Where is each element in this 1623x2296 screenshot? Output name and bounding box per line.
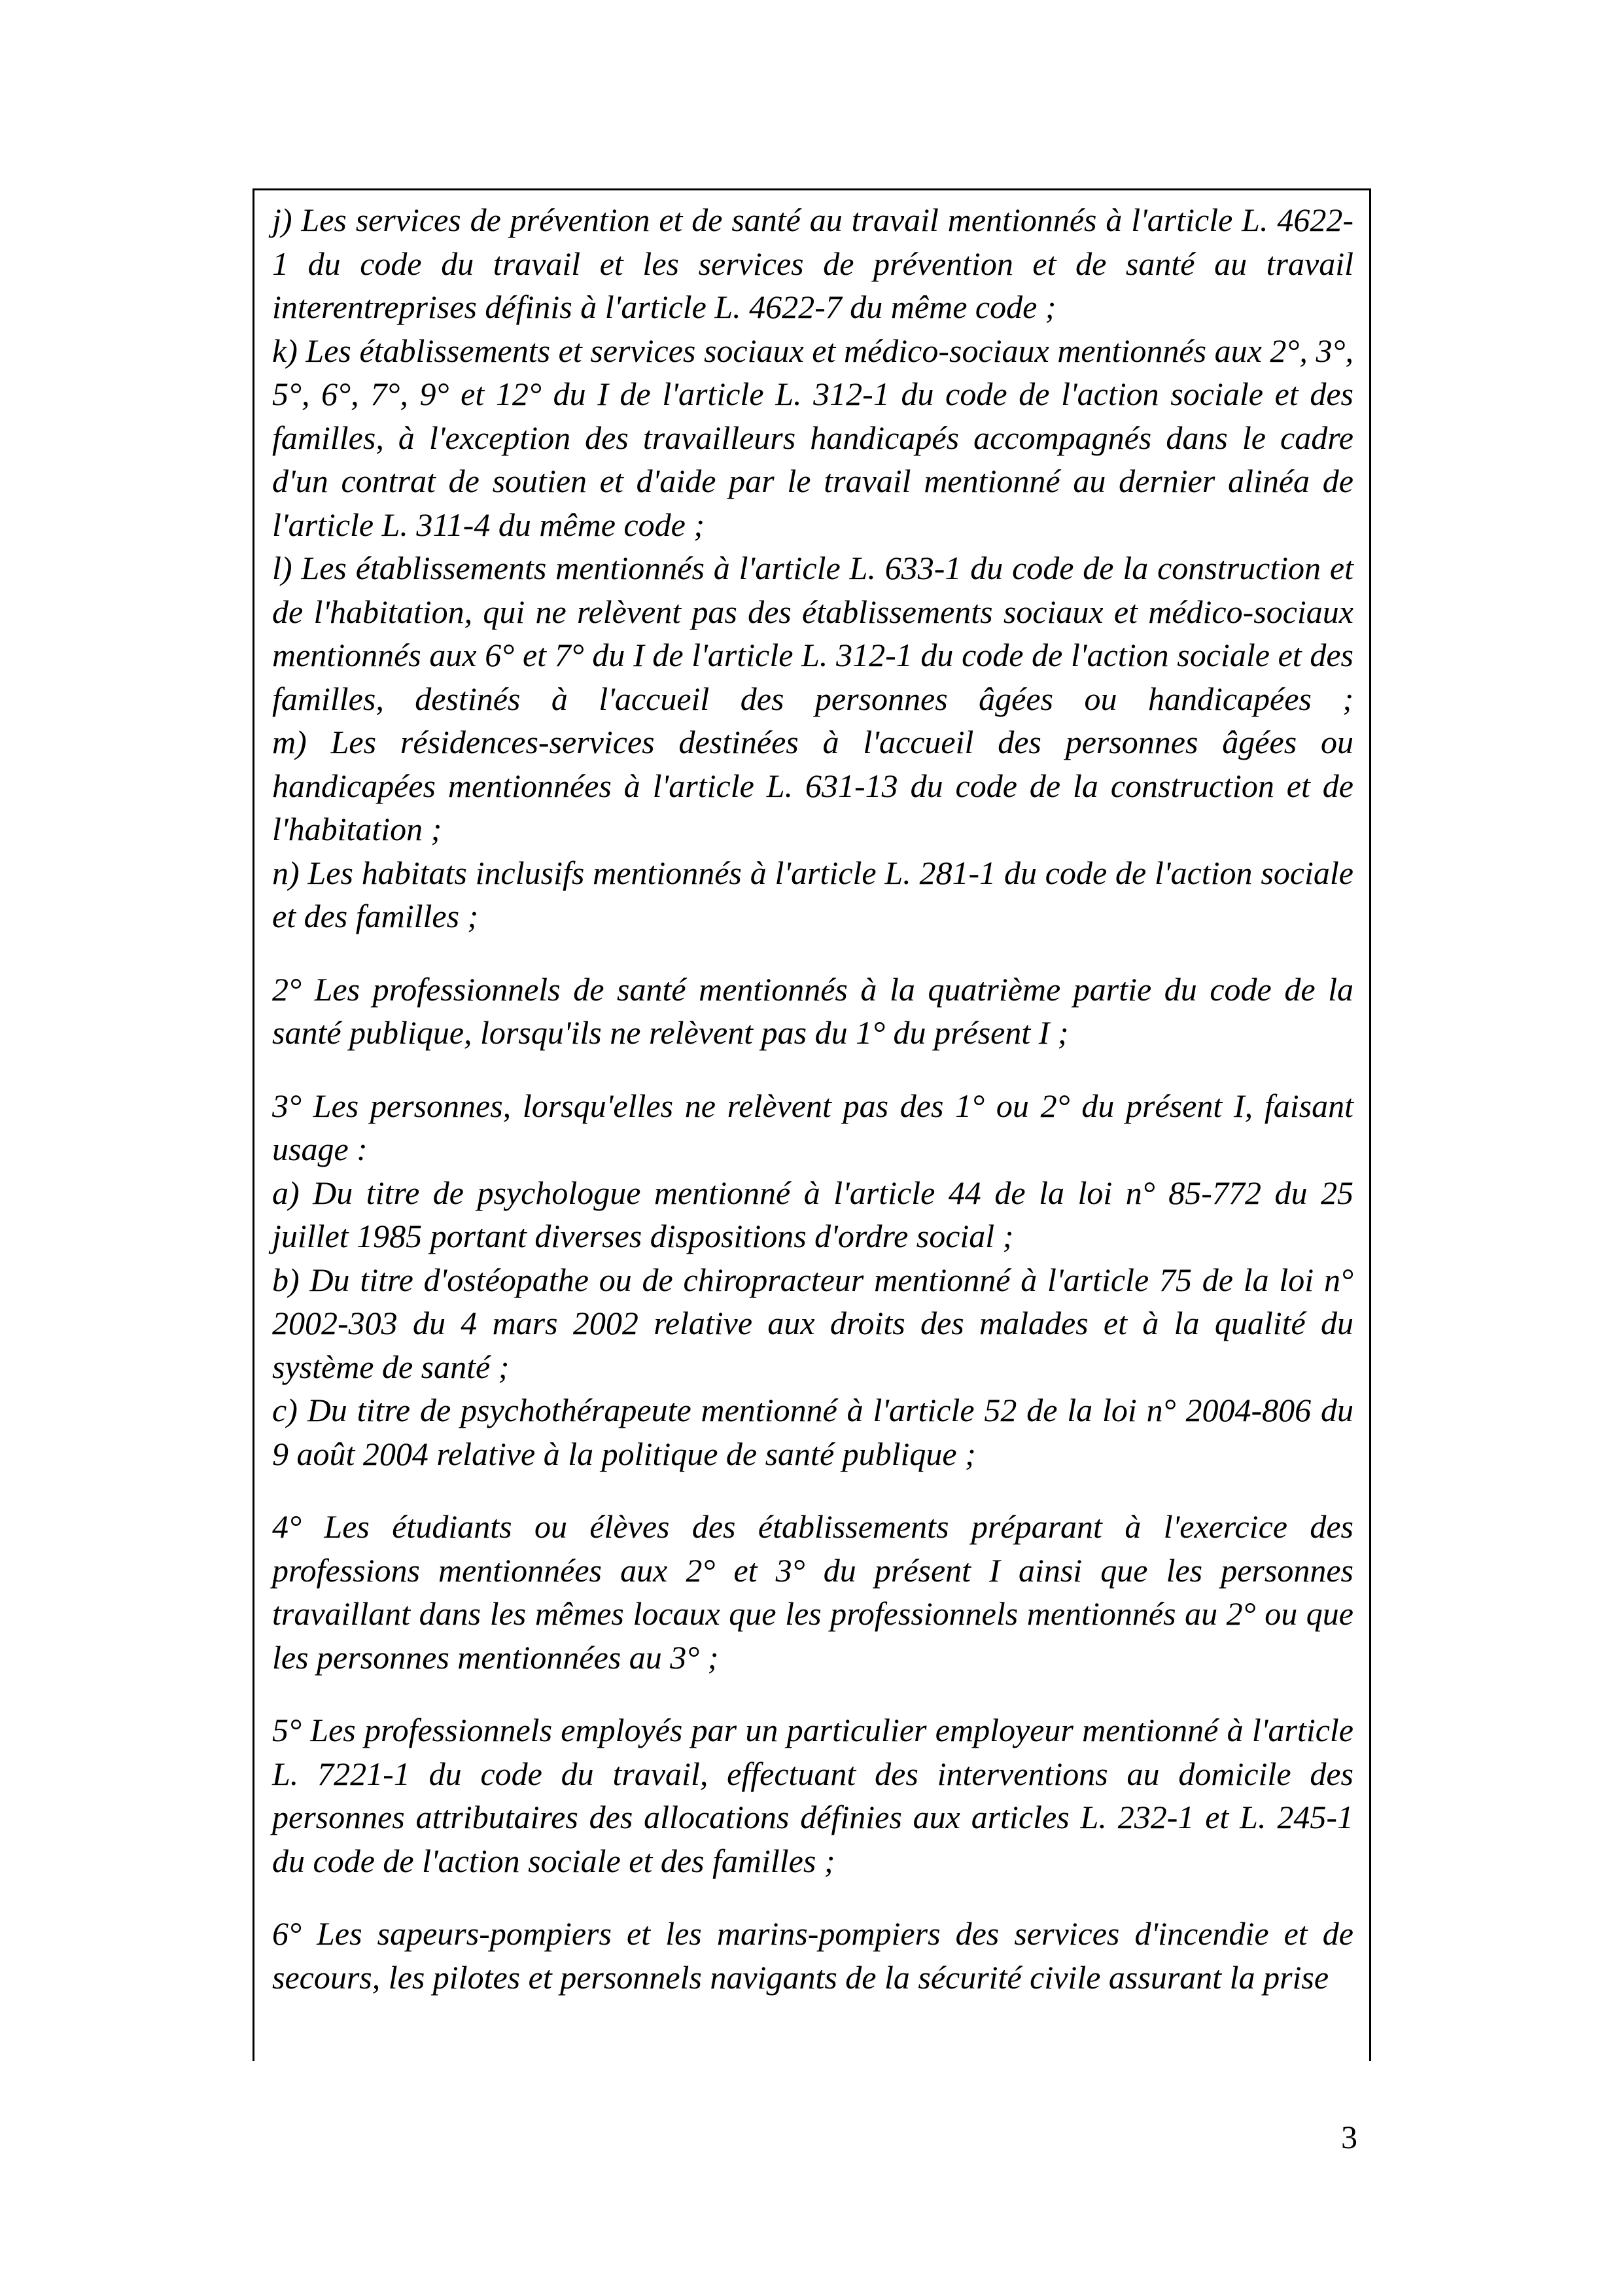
paragraph-p5 <box>272 1708 1353 1882</box>
text-line: familles, à l'exception des travailleurs handicapés accompagnés dans le cadre <box>272 419 1353 456</box>
text-line: a) Du titre de psychologue mentionné à l'article 44 de la loi n° 85-772 du 25 <box>272 1174 1353 1211</box>
text-line: mentionnés aux 6° et 7° du I de l'article L. 312-1 du code de l'action sociale et des <box>272 637 1353 673</box>
text-line: interentreprises définis à l'article L. 4622-7 du même code ; <box>272 289 1056 325</box>
paragraph-p3c <box>272 1388 1353 1475</box>
text-line: 2° Les professionnels de santé mentionnés à la quatrième partie du code de la <box>272 970 1353 1008</box>
paragraph-k <box>272 329 1353 547</box>
text-line: handicapées mentionnées à l'article L. 631-13 du code de la construction et de <box>272 767 1353 804</box>
text-line: personnes attributaires des allocations définies aux articles L. 232-1 et L. 245-1 <box>272 1799 1353 1835</box>
text-line: juillet 1985 portant diverses dispositions d'ordre social ; <box>272 1218 1014 1254</box>
text-line: d'un contrat de soutien et d'aide par le travail mentionné au dernier alinéa de <box>272 463 1353 499</box>
paragraph-p3a <box>272 1171 1353 1258</box>
paragraph-gap <box>272 938 1353 968</box>
text-line: santé publique, lorsqu'ils ne relèvent pas du 1° du présent I ; <box>272 1014 1069 1051</box>
text-line: familles, destinés à l'accueil des personnes âgées ou handicapées ; <box>272 680 1353 717</box>
paragraph-n <box>272 851 1353 938</box>
paragraph-p3 <box>272 1084 1353 1171</box>
text-line: l) Les établissements mentionnés à l'article L. 633-1 du code de la construction et <box>272 550 1353 586</box>
paragraph-m <box>272 720 1353 851</box>
text-line: secours, les pilotes et personnels navigants de la sécurité civile assurant la prise <box>272 1958 1329 1996</box>
text-line: n) Les habitats inclusifs mentionnés à l'article L. 281-1 du code de l'action sociale <box>272 854 1353 891</box>
paragraph-gap <box>272 1055 1353 1084</box>
text-line: et des familles ; <box>272 898 479 934</box>
paragraph-p3b <box>272 1258 1353 1389</box>
paragraph-p2 <box>272 968 1353 1055</box>
paragraph-gap <box>272 1882 1353 1912</box>
text-line: 6° Les sapeurs-pompiers et les marins-pompiers des services d'incendie et de <box>272 1915 1353 1952</box>
text-line: c) Du titre de psychothérapeute mentionné à l'article 52 de la loi n° 2004-806 du <box>272 1392 1353 1428</box>
text-line: 5°, 6°, 7°, 9° et 12° du I de l'article L. 312-1 du code de l'action sociale et des <box>272 376 1353 412</box>
paragraph-p4 <box>272 1505 1353 1679</box>
text-line: travaillant dans les mêmes locaux que les professionnels mentionnés au 2° ou que <box>272 1595 1353 1632</box>
bordered-text-frame <box>253 188 1371 2061</box>
text-line: L. 7221-1 du code du travail, effectuant des interventions au domicile des <box>272 1755 1353 1792</box>
text-line: système de santé ; <box>272 1348 510 1385</box>
text-line: usage : <box>272 1131 368 1167</box>
text-line: les personnes mentionnées au 3° ; <box>272 1638 719 1676</box>
text-line: 3° Les personnes, lorsqu'elles ne relèvent pas des 1° ou 2° du présent I, faisant <box>272 1087 1353 1124</box>
text-line: m) Les résidences-services destinées à l'accueil des personnes âgées ou <box>272 724 1353 760</box>
paragraph-j <box>272 198 1353 329</box>
text-line: l'habitation ; <box>272 811 442 847</box>
text-line: 5° Les professionnels employés par un particulier employeur mentionné à l'article <box>272 1712 1353 1748</box>
text-line: j) Les services de prévention et de santé au travail mentionnés à l'article L. 4622- <box>272 202 1353 238</box>
paragraph-gap <box>272 1475 1353 1505</box>
text-line: 9 août 2004 relative à la politique de santé publique ; <box>272 1435 976 1472</box>
text-line: l'article L. 311-4 du même code ; <box>272 506 705 543</box>
text-line: b) Du titre d'ostéopathe ou de chiropracteur mentionné à l'article 75 de la loi n° <box>272 1261 1353 1298</box>
text-line: professions mentionnées aux 2° et 3° du présent I ainsi que les personnes <box>272 1551 1353 1589</box>
text-line: 4° Les étudiants ou élèves des établissements préparant à l'exercice des <box>272 1508 1353 1545</box>
page-number: 3 <box>1341 2119 1357 2155</box>
text-line: du code de l'action sociale et des familles ; <box>272 1842 835 1879</box>
paragraph-l <box>272 546 1353 720</box>
paragraph-gap <box>272 1679 1353 1708</box>
text-line: 1 du code du travail et les services de prévention et de santé au travail <box>272 245 1353 282</box>
paragraph-p6 <box>272 1912 1353 1999</box>
text-line: de l'habitation, qui ne relèvent pas des établissements sociaux et médico-sociaux <box>272 593 1353 630</box>
text-line: 2002-303 du 4 mars 2002 relative aux droits des malades et à la qualité du <box>272 1305 1353 1341</box>
text-line: k) Les établissements et services sociaux et médico-sociaux mentionnés aux 2°, 3°, <box>272 332 1353 369</box>
